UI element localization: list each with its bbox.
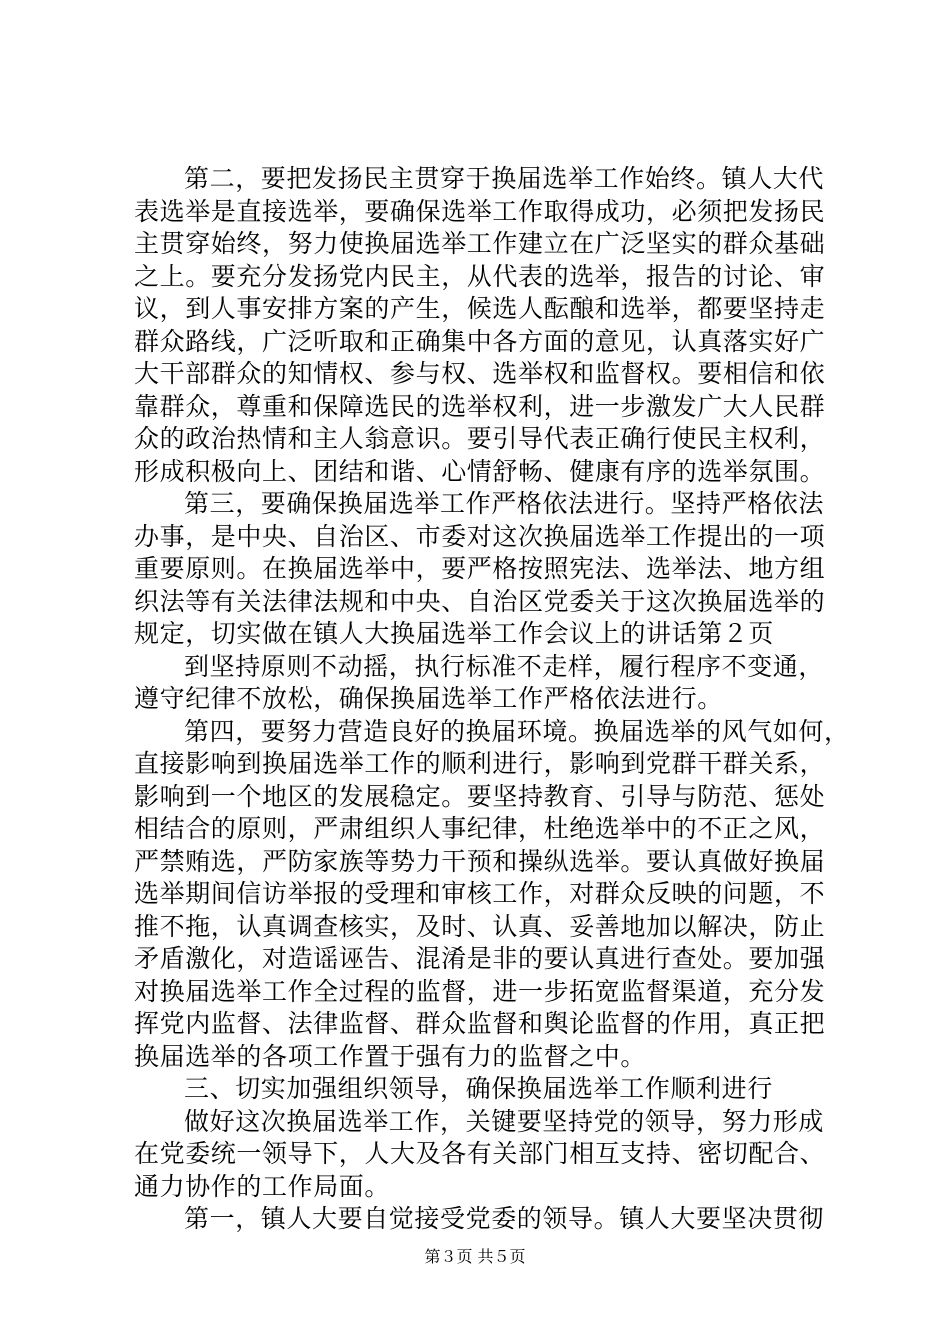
- document-body: [134, 163, 850, 1236]
- text-line: 表选举是直接选举，要确保选举工作取得成功，必须把发扬民: [134, 196, 826, 226]
- text-line: 到坚持原则不动摇，执行标准不走样，履行程序不变通，: [184, 651, 825, 681]
- text-line: 第三，要确保换届选举工作严格依法进行。坚持严格依法: [184, 489, 825, 518]
- text-line: 第一，镇人大要自觉接受党委的领导。镇人大要坚决贯彻: [184, 1204, 825, 1233]
- text-line: 群众路线，广泛听取和正确集中各方面的意见，认真落实好广: [134, 326, 826, 356]
- text-line: 换届选举的各项工作置于强有力的监督之中。: [134, 1041, 647, 1071]
- text-line: 靠群众，尊重和保障选民的选举权利，进一步激发广大人民群: [134, 391, 826, 421]
- text-line: 织法等有关法律法规和中央、自治区党委关于这次换届选举的: [134, 586, 826, 616]
- text-line: 形成积极向上、团结和谐、心情舒畅、健康有序的选举氛围。: [134, 456, 826, 486]
- text-line: 重要原则。在换届选举中，要严格按照宪法、选举法、地方组: [134, 554, 826, 583]
- text-line: 三、切实加强组织领导，确保换届选举工作顺利进行: [184, 1074, 773, 1103]
- text-line: 通力协作的工作局面。: [134, 1171, 391, 1201]
- text-line: 直接影响到换届选举工作的顺利进行，影响到党群干群关系，: [134, 749, 826, 778]
- text-line: 办事，是中央、自治区、市委对这次换届选举工作提出的一项: [134, 521, 826, 551]
- text-line: 主贯穿始终，努力使换届选举工作建立在广泛坚实的群众基础: [134, 229, 826, 258]
- text-line: 第四，要努力营造良好的换届环境。换届选举的风气如何，: [184, 716, 850, 746]
- text-line: 影响到一个地区的发展稳定。要坚持教育、引导与防范、惩处: [134, 781, 826, 811]
- text-line: 挥党内监督、法律监督、群众监督和舆论监督的作用，真正把: [134, 1009, 826, 1038]
- text-line: 第二，要把发扬民主贯穿于换届选举工作始终。镇人大代: [184, 164, 825, 193]
- page-footer: 第３页 共５页: [424, 1247, 526, 1266]
- text-line: 选举期间信访举报的受理和审核工作，对群众反映的问题，不: [134, 879, 826, 908]
- text-line: 矛盾激化，对造谣诬告、混淆是非的要认真进行查处。要加强: [134, 944, 826, 973]
- text-line: 大干部群众的知情权、参与权、选举权和监督权。要相信和依: [134, 359, 826, 388]
- text-line: 议，到人事安排方案的产生，候选人酝酿和选举，都要坚持走: [134, 294, 826, 323]
- text-line: 做好这次换届选举工作，关键要坚持党的领导，努力形成: [184, 1106, 825, 1136]
- text-line: 相结合的原则，严肃组织人事纪律，杜绝选举中的不正之风，: [134, 814, 826, 843]
- text-line: 严禁贿选，严防家族等势力干预和操纵选举。要认真做好换届: [134, 846, 826, 876]
- text-line: 在党委统一领导下，人大及各有关部门相互支持、密切配合、: [134, 1139, 826, 1168]
- text-line: 遵守纪律不放松，确保换届选举工作严格依法进行。: [134, 684, 723, 713]
- text-line: 之上。要充分发扬党内民主，从代表的选举，报告的讨论、审: [134, 261, 826, 291]
- text-line: 推不拖，认真调查核实，及时、认真、妥善地加以解决，防止: [134, 911, 826, 941]
- text-line: 规定，切实做在镇人大换届选举工作会议上的讲话第２页: [134, 619, 775, 648]
- text-line: 众的政治热情和主人翁意识。要引导代表正确行使民主权利，: [134, 424, 826, 453]
- text-line: 对换届选举工作全过程的监督，进一步拓宽监督渠道，充分发: [134, 976, 826, 1006]
